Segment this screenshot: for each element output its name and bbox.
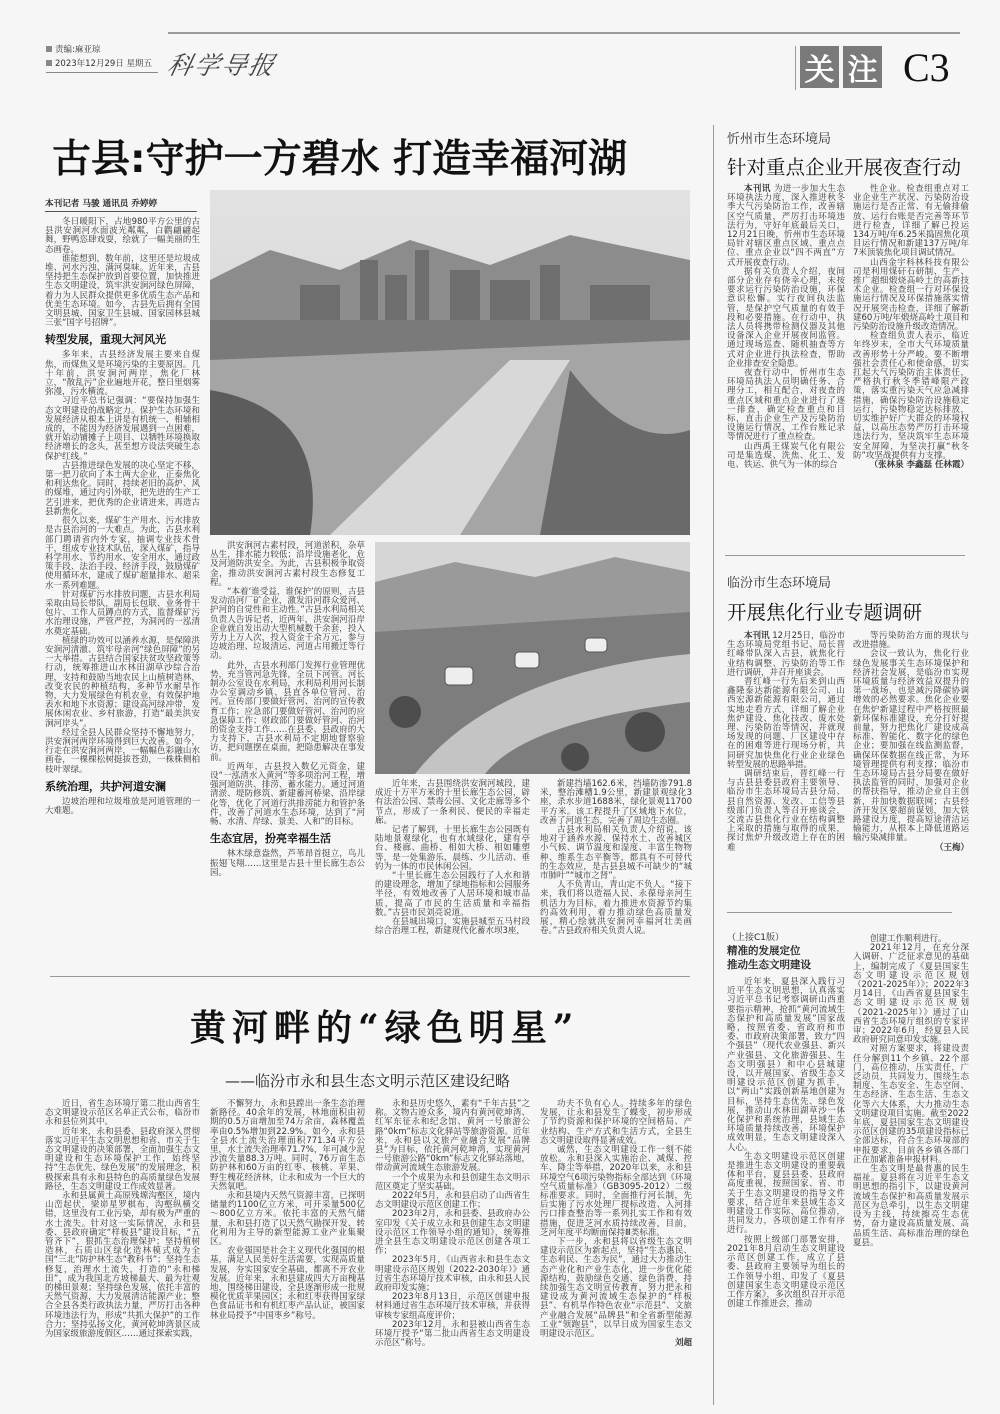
xiaxian-colA xyxy=(727,978,845,1309)
paragraph: 据有关负责人介绍，夜间部分企业存有侥幸心理，未按要求运行污染防治设施，环保意识松懈。实行夜间执法监管，是保护空气质量的有效手段和必要措施。在行动中，执法人员将携带检测仪器及其他设备深入企业开展夜间监管。通过现场巡查、随机抽查等方式对企业进行执法检查，帮助企业排查安全隐患。 xyxy=(727,266,845,369)
square-bullet-icon xyxy=(46,60,52,66)
paragraph: 不懈努力，永和县蹚出一条生态治理新路径。40余年的发展，林地面积由初期的0.5万亩增加至74万余亩，森林覆盖率由0.5%增加到22.9%。如今，永和县全县水土流失治理面积771.34平方公里，水土流失治理率71.7%，年可减少泥沙流失量88.3万吨。同时，76万亩生态防护林和60万亩的红枣、核桃、苹果、野生槐花经济林，让永和成为一个巨大的天然氧吧。 xyxy=(210,1099,365,1192)
paragraph: 一个个成果为永和县创建生态文明示范区奠定了坚实基础。 xyxy=(375,1172,530,1192)
paragraph: 生态文明建设示范区创建是推进生态文明建设的重要载体和平台，夏县县委、县政府高度重视，按照国家、省、市关于生态文明建设的指导文件要求，结合近年来县域生态文明建设工作实际，高位推动，共同发力，各项创建工作有序进行。 xyxy=(727,1151,845,1236)
newspaper-logo: 科学导报 xyxy=(164,51,279,80)
paragraph: 洪安涧河古素村段，河道淤积，杂草丛生，排水能力较低；沿岸设施老化，危及河道防洪安全。为此，古县积极争取资金，推动洪安涧河古素村段生态修复工程。 xyxy=(210,541,365,588)
paragraph: 检查组负责人表示，临近年终岁末，全市大气环境质量改善形势十分严峻。要不断增强社会责任心和使命感，切实扛起大气污染防治主体责任，严格执行秋冬季错峰限产政策，落实重污染天气应急减排措施，确保污染防治设施稳定运行，污染物稳定达标排放，切实维护好广大群众的环境权益，以高压态势严厉打击环境违法行为，坚决筑牢生态环境安全屏障，为坚决打赢“秋冬防”攻坚战提供有力支撑。 xyxy=(853,331,969,461)
paragraph: 晋红峰一行先后来到山西鑫隆泰达新能源有限公司、山西宏源新能源有限公司，通过实地走看方式，详细了解企业焦炉建设、焦化技改、废水处理、污染防治等情况，并就现场发现的问题、厂区建设中存在的困难等进行现场分析，共同研究加快焦化行业企业绿色转型发展的思路举措。 xyxy=(727,677,845,770)
paragraph: 为进一步加大生态环境执法力度，深入推进秋冬季大气污染防治工作，改善辖区空气质量，严厉打击环境违法行为，守好年底最后关口，12月21日晚，忻州市生态环境局针对辖区重点区域、重点点位、重点企业以“四不两直”方式开展夜查行动。 xyxy=(727,184,845,268)
xinzhou-colB xyxy=(853,185,969,470)
paragraph: “本着‘谁受益，谁保护’的原则，古县发动沿河厂矿企业，激发沿河群众爱河、护河的自觉性和主动性。”古县水利局相关负责人告诉记者，近两年，洪安涧河沿岸企业就自发出动大型机械数千余套，投入劳力上万人次，投入资金千余万元，参与边坡治理、垃圾清运、河道占用搬迁等行动。 xyxy=(210,587,365,662)
section-subheading: 系统治理，共护河道安澜 xyxy=(45,779,166,793)
paragraph: 对照方案要求，将建设责任分解到11个乡镇、22个部门，高位推动，压实责任，广泛动员，共同发力，围绕生态制度、生态安全、生态空间、生态经济、生态生活、生态文化等六大体系，大力推动生态文明建设项目实施。截至2022年底，夏县国家生态文明建设示范区创建的35项建设指标已全部达标，符合生态环境部的申报要求，目前各乡镇各部门正在加紧准备申报材料。 xyxy=(853,1044,969,1165)
signature: （王梅） xyxy=(934,842,969,853)
paragraph: 近年来，夏县深入践行习近平生态文明思想，认真落实习近平总书记考察调研山西重要指示精神，抢抓“黄河流域生态保护和高质量发展”国家战略，按照省委、省政府和市委、市政府决策部署，致力“四个强县”（现代农业强县、新兴产业强县、文化旅游强县、生态文明强县）和中心县城建设，以开展国家、省级生态文明建设示范区创建为抓手，以“两山”实践创新基地创建为目标，坚持生态优先、绿色发展，推动山水林田湖草沙一体化保护和系统治理，县域生态环境质量持续改善，环境保护成效明显，生态文明建设深入人心。 xyxy=(727,977,845,1153)
paragraph: 按照上级部门部署安排，2021年8月启动生态文明建设示范区创建工作，成立了县委、县政府主要领导为组长的工作领导小组，印发了《夏县创建国家生态文明建设示范区工作方案》，多次组织召开示范创建工作推进会，推动 xyxy=(727,1234,845,1310)
river-town-photo xyxy=(210,190,690,535)
section-subheading: 转型发展，重现大河风光 xyxy=(45,333,166,347)
paragraph: 新建挡墙162.6米，挡墙防渗791.8米，整治滩槽1.9公里，新建景观绿化3座，杀水步道1688米，绿化景观11700平方米。该工程提升了区域地下水位，改善了河道生态，完善了周边生态圈。 xyxy=(540,779,692,826)
tag-divider xyxy=(795,46,796,90)
section-tag-char: 关 xyxy=(800,46,839,88)
paragraph: “十里长廊生态公园践行了人水和谐的建设理念，增加了绿地指标和公园服务半径，有效地改善了人居环境和城市品质，提高了市民的生活质量和幸福指数。”古县市民刘亮说道。 xyxy=(375,871,530,918)
paragraph: 等污染防治方面的现状与改进措施。 xyxy=(853,631,969,651)
yonghe-headline: 黄河畔的“绿色明星” xyxy=(190,1007,580,1049)
linfen-colA xyxy=(727,632,845,853)
xiaxian-subhead: 精准的发展定位 xyxy=(727,945,801,957)
paragraph: 2023年2月，永和县委、县政府办公室印发《关于成立永和县创建生态文明建设示范区工作领导小组的通知》，统筹推进全县生态文明建设示范区创建各项工作； xyxy=(375,1209,530,1257)
square-bullet-icon xyxy=(46,46,52,52)
linfen-colB xyxy=(853,632,969,853)
paragraph: 此外，古县水利部门发挥行业管理优势，充当管河急先锋，全员下河管。河长制办公室设在水利局，水利局利用河长制办公室调动乡镇、县直各单位管河、治河。宣传部门要做好管河、治河的宣传教育工作；应急部门要做好管河、治河的应急保障工作；财政部门要做好管河、治河的资金支持工作……在县委、县政府的大力支持下，古县水利局不定期地督察验访，把问题摆在桌面，把隐患解决在事发前。 xyxy=(210,660,365,763)
main-headline: 古县:守护一方碧水 打造幸福河湖 xyxy=(52,137,628,182)
main-article-col2 xyxy=(210,542,365,878)
main-article-col4 xyxy=(540,780,692,936)
section-subheading: 生态宜居，扮亮幸福生活 xyxy=(210,832,331,846)
yonghe-subtitle: ——临汾市永和县生态文明示范区建设纪略 xyxy=(225,1072,511,1090)
paragraph: 生态文明是最普惠的民生福祉。夏县将在习近平生态文明思想的指引下，以建设黄河流域生态保护和高质量发展示范区为总牵引，以生态文明建设为主线，持续擦亮生态优势，奋力建设高质量发展、高品质生活、高标准治理的绿色夏县。 xyxy=(853,1164,969,1248)
paragraph: 创建工作顺利进行。 xyxy=(870,934,947,944)
paragraph: 2021年12月，在充分深入调研、广泛征求意见的基础上，编制完成了《夏县国家生态文明建设示范区规划（2021-2025年）》；2022年3月14日，《山西省夏县国家生态文明建设示范区规划（2021-2025年）》通过了山西省生态环境厅组织的专家评审；2022年6月，经夏县人民政府研究同意印发实施。 xyxy=(853,943,969,1046)
column-divider xyxy=(713,125,714,1405)
paragraph: 功夫不负有心人。持续多年的绿色发展，让永和县发生了蝶变，初步形成了节约资源和保护环境的空间格局、产业结构、生产方式和生活方式，全县生态文明建设取得显著成效。 xyxy=(540,1099,692,1146)
paragraph: 近日，省生态环境厅第二批山西省生态文明建设示范区名单正式公布，临汾市永和县位列其中。 xyxy=(45,1099,200,1128)
byline xyxy=(45,197,197,212)
main-article-col3 xyxy=(375,780,530,936)
paragraph: 多年来，古县经济发展主要来自煤焦，而煤焦又是环境污染的主要原因。几十年前，洪安涧河两岸，焦化厂林立，“散乱污”企业遍地开花，整日里烟雾弥漫，污水横流。 xyxy=(45,350,200,398)
paragraph: 植绿的功效可以涵养水源，是保障洪安涧河清澈、筑牢母亲河“绿色屏障”的另一大举措。古县结合国家扶贫攻坚政策等行动，统筹推进山水林田湖草沙综合治理，支持和鼓励当地农民上山植树造林，改变农民的种植结构，多种节水耐旱作物，大力发展绿色有机农业，有效保护地表水和地下水资源；建设高河绿冲带，发展休闲农业、乡村旅游，打造“最美洪安涧河岸头”。 xyxy=(45,635,200,729)
paragraph: 农业强国是社会主义现代化强国的根基，满足人民美好生活需要，实现高质量发展，夯实国家安全基础，都离不开农业发展。近年来，永和县建成四大万亩槐基地，围绕梯田建设，全县逐渐形成一批规模化优质苹果园区；永和红枣获得国家绿色食品证书和有机红枣产品认证，被国家林业局授予“中国枣乡”称号。 xyxy=(210,1246,365,1321)
paragraph: 12月25日，临汾市生态环境局党组书记、局长晋红峰带队深入古县，就焦化行业结构调整、污染防治等工作进行调研，并召开座谈会。 xyxy=(727,631,845,678)
xinzhou-kicker: 忻州市生态环境局 xyxy=(727,132,832,147)
paragraph: 调研结束后，晋红峰一行与古县县委县政府主要领导、临汾市生态环境局古县分局、县自然资源、发改、工信等县级部门负责人等召开座谈会，交流古县焦化行业在结构调整上采取的措施与取得的成果，探讨焦炉升级改造上存在的困难 xyxy=(727,769,845,853)
paragraph: 近年来，古县围绕洪安涧河城段，建成近十万平方米的十里长廊生态公园，辟有法治公园、禁毒公园、文化走廊等多个节点，形成了一条利民、便民的幸福走廊。 xyxy=(375,779,530,826)
paragraph: 山西金宇科林科技有限公司是利用煤矸石研制、生产、推广超细煅烧高岭土的高新技术企业。检查组一行对环保设施运行情况及环保措施落实情况开展突击检查，详细了解新建60万吨/年煅烧高岭土项目和污染防治设施升级改造情况。 xyxy=(853,257,969,333)
paragraph: 边坡治理和垃圾堆放是河道管理的一大难题。 xyxy=(45,796,200,816)
paragraph: 习近平总书记强调：“要保持加强生态文明建设的战略定力。保护生态环境和发展经济从根本上讲是有机统一、相辅相成的，不能因为经济发展遇到一点困难，就开始动铺摊子上项目、以牺牲环境换取经济增长的念头，甚至想方设法突破生态保护红线。” xyxy=(45,396,200,462)
xinzhou-colA-rest xyxy=(727,268,845,470)
xiaxian-heading xyxy=(727,932,847,973)
eco-park-photo xyxy=(375,542,690,774)
paragraph: 永和县属黄土高原残塬沟壑区，境内山峦起伏，梁峁星罗棋布，沟壑纵横交错，这里没有工业污染，却有极为严重的水土流失。针对这一实际情况，永和县委、县政府确定“样板县”建设目标，“五管齐下”，狠抓生态治理保护；坚持植树造林，石质山区绿化造林模式成为全国“三北”防护林生态“教科书”；坚持生态修复，治理水土流失，打造的“永和梯田”，成为我国北方坡梯最大、最为壮观的梯田景观；坚持绿色发展，依托丰富的天然气资源，大力发展清洁能源产业；整合全县各类行政执法力量，严厉打击各种环境违法行为，形成“共抓大保护”的工作合力；坚持弘扬文化，黄河乾坤湾景区成为国家级旅游度假区……通过探索实践， xyxy=(45,1191,200,1340)
meta-underline xyxy=(46,72,158,73)
yonghe-col3 xyxy=(375,1100,530,1348)
section-tag-char: 注 xyxy=(843,46,882,88)
paragraph: 永和县历史悠久，素有“千年古县”之称。文物古迹众多，境内有黄河乾坤湾、红军东征永和纪念馆、黄河一号旅游公路“0km”标志文化驿站等旅游资源。近年来，永和县以文旅产业融合发展“品牌县”为目标，依托黄河乾坤湾，实现黄河一号旅游公路“0km”标志文化驿站落地，带动黄河流域生态旅游发展。 xyxy=(375,1099,530,1174)
paragraph: 冬日暖阳下，占地980平方公里的古县洪安涧河水面波光粼粼，白鹳翩翩起舞，野鸭恣肆戏耍，绘就了一幅美丽的生态画卷。 xyxy=(45,217,200,255)
paragraph: 古县水利局相关负责人介绍说，该地对于涵养水源、保持水土、改善城区小气候、调节温度和湿度、丰富生物物种、维系生态平衡等，都具有不可替代的生态效应，是古县县城不可缺少的“城市肺叶”“城市之肾”。 xyxy=(540,825,692,882)
paragraph: 针对煤矿污水排放问题，古县水利局采取由局长带队，副局长包联、业务骨干包片、工作人员蹲点的方式，监督煤矿污水治理设施，严管严控，为洞河的一泓清水奠定基础。 xyxy=(45,589,200,637)
main-article-col1 xyxy=(45,218,200,816)
lead-label: 本刊讯 xyxy=(744,631,770,641)
paragraph: 会议一致认为，焦化行业绿色发展事关生态环境保护和经济社会发展，是临汾市实现环境质量与经济效益双提升的第一战场，也是减污降碳协调增效的必然要求。焦化企业要在焦炉新建过程中严格按照最新环保标准建设，充分打好提前量，努力把焦化厂建设成高标准、智能化、数字化的绿色企业；要加强在线监测监督，确保环保数据在线正常，为环境管理提供有利支撑；临汾市生态环境局古县分局要在做好执法监管的同时，加强对企业的帮扶指导，推动企业自主创新，并加快数据联网；古县经济开发区要超前谋划，加大铁路建设力度，提高短途清洁运输能力，从根本上降低道路运输污染减排量。 xyxy=(853,649,969,844)
paragraph: 谁能想到，数年前，这里还是垃圾成堆、河水污浊、满河臭味。近年来，古县坚持把生态保护放到首要位置，加快推进生态文明建设，筑牢洪安涧河绿色屏障，着力为人民群众提供更多优质生态产品和优美生态环境。如今，古县先后拥有全国文明县城、国家卫生县城、国家园林县城三张“国字号招牌”。 xyxy=(45,253,200,329)
linfen-colA-rest xyxy=(727,678,845,853)
paragraph: 经过全县人民群众坚持不懈地努力，洪安涧河两岸环境得到巨大改善。如今，行走在洪安涧河两岸，一幅幅色彩融山水画卷，一棵棵松树挺拔苍劲，一株株侧柏枝叶翠绿。 xyxy=(45,727,200,775)
top-rule xyxy=(168,32,960,34)
xiaxian-colB xyxy=(853,935,969,1248)
paragraph: 林木绿意盎然，芦苇昂首挺立，鸟儿振翅飞翔……这里是古县十里长廊生态公园。 xyxy=(210,849,365,878)
masthead-meta xyxy=(46,43,152,71)
paragraph: 古县推进绿色发展的决心坚定不移，第一把刀砍向了本土两大企业，正泰焦化和利达焦化。同时，持续老旧的高炉、风的煤堆，通过内引外联，把先进的生产工艺引进来，把优秀的企业请进来，再造古县新焦化。 xyxy=(45,460,200,517)
paragraph: 2023年8月13日，示范区创建申报材料通过省生态环境厅技术审核，并获得审核专家组高度评价； xyxy=(375,1292,530,1321)
continued-from: （上接C1版） xyxy=(727,933,785,943)
paragraph: 性企业。检查组重点对工业企业生产状况、污染防治设施运行是否正常、有无偷排偷放、运行台账是否完善等环节进行检查，详细了解已投运134万吨/年6.25米捣固焦化项目运行情况和新建137万吨/年7米顶装焦化项目调试情况。 xyxy=(853,184,969,259)
paragraph: 近年来，永和县委、县政府深入贯彻落实习近平生态文明思想和省、市关于生态文明建设的决策部署，全面加强生态文明建设和生态环境保护工作，始终坚持“生态优先、绿色发展”的发展理念，积极探索具有永和县特色的高质量绿色发展路径，生态文明建设工作成效显著。 xyxy=(45,1126,200,1192)
section-rule xyxy=(725,555,965,556)
paragraph: 2023年5月，《山西省永和县生态文明建设示范区规划（2022-2030年）》通过省生态环境厅技术审核，由永和县人民政府印发实施； xyxy=(375,1255,530,1294)
paragraph: 永和县境内天然气资源丰富，已探明储量约1100亿立方米，可开采量500亿～800亿立方米。依托丰富的天然气储量，永和县打造了以天然气勘探开发、转化利用为主导的新型能源工业产业集聚区。 xyxy=(210,1191,365,1248)
byline-text: 本刊记者 马骏 通讯员 乔婷婷 xyxy=(45,199,158,209)
paragraph: 山西禹王煤炭气化有限公司是集选煤、洗焦、化工、发电、铁运、供气为一体的综合 xyxy=(727,441,845,471)
section-rule xyxy=(50,976,690,977)
paragraph: 很久以来，煤矿生产用水、污水排放是古县治河的一大难点。为此，古县水利部门聘请省内外专家，抽调专业技术骨干，组成专业技术队伍，深入煤矿，指导科学用水、节约用水、安全用水，通过政策手段、法治手段、经济手段，鼓励煤矿使用循环水，建成了煤矿超量排水、超采水一系列难题。 xyxy=(45,516,200,591)
issue-date: 2023年12月29日 星期五 xyxy=(55,59,152,69)
yonghe-col4 xyxy=(540,1100,692,1348)
section-rule xyxy=(727,912,952,913)
paragraph: 夜查行动中，忻州市生态环境局执法人员明确任务、合理分工，相互配合，对夜查的重点区域和重点企业进行了逐一排查，确定检查重点和目标，直击企业生产及污染防治设施运行情况、工作台账记录等情况进行了重点检查。 xyxy=(727,368,845,443)
paragraph: 诚然，生态文明建设工作一刻不能放松。永和县深入实施治企、减煤、控车、降尘等举措，2020年以来，永和县环境空气6项污染物指标全部达到《环境空气质量标准》（GB3095-2012）二级标准要求。同时，全面推行河长制，先后实施了污水处理厂提标改造、入河排污口排查整治等一系列扎实工作和有效措施，促进芝河水质持续改善，目前，芝河年度平均断面保持Ⅲ类标准。 xyxy=(540,1145,692,1238)
linfen-kicker: 临汾市生态环境局 xyxy=(727,576,832,591)
linfen-colB-paragraphs xyxy=(853,632,969,844)
xinzhou-headline: 针对重点企业开展夜查行动 xyxy=(727,156,962,179)
yonghe-col1 xyxy=(45,1100,200,1339)
paragraph: 下一步，永和县将以省级生态文明建设示范区为新起点，坚持“生态惠民、生态利民、生态为民”，通过大力推动生态产业化和产业生态化，进一步优化能源结构，鼓励绿色交通、绿色消费，持续加强生态文明宣传教育，努力把永和建设成为黄河流域生态保护的“样板县”、有机旱作特色农业“示范县”、文旅产业融合发展“品牌县”和全省新型能源工业“领跑县”，以早日成为国家生态文明建设示范区。 xyxy=(540,1237,692,1340)
page-number: C3 xyxy=(903,45,950,90)
paragraph: 人不负青山，青山定不负人。“接下来，我们将以造福人民、永葆母亲河生机活力为目标，着力推进水资源节约集约高效利用，着力推动绿色高质量发展，精心绘就洪安涧河幸福河壮美画卷。”古县政府相关负责人说。 xyxy=(540,880,692,937)
paragraph: 在县城出境口，实施县城至五马村段综合治理工程，新建现代化蓄水坝3座， xyxy=(375,917,530,937)
linfen-headline: 开展焦化行业专题调研 xyxy=(727,601,923,624)
paragraph: 记者了解到，十里长廊生态公园既有陆地景观绿化，也有水域绿化，建有亭台、楼廊、曲桥、相如大桥、相如雕塑等，是一处集游乐、晨练、少儿活动、垂钓为一体的市民休闲公园。 xyxy=(375,825,530,872)
signature: （张林泉 李鑫磊 任林霞） xyxy=(869,460,969,471)
xinzhou-colB-paragraphs xyxy=(853,185,969,461)
author: 刘超 xyxy=(674,1338,692,1349)
paragraph: 2022年5月，永和县启动了山西省生态文明建设示范区创建工作； xyxy=(375,1191,530,1211)
paragraph: 2023年12月，永和县被山西省生态环境厅授予“第二批山西省生态文明建设示范区”称号。 xyxy=(375,1319,530,1349)
lead-label: 本刊讯 xyxy=(744,184,771,194)
paragraph: 近两年，古县投入数亿元资金，建设“一泓清水入黄河”等多项治河工程，增强河道防洪、排涝、蓄水能力。通过河道清淤、堤防修筑、新建蓄河桥梁、沿岸绿化等，优化了河道行洪排涝能力和管护条件，改善了河道水生态环境，达到了“河畅、水清、岸绿、景美、人和”的目标。 xyxy=(210,761,365,828)
yonghe-col4-paragraphs xyxy=(540,1100,692,1339)
yonghe-col2 xyxy=(210,1100,365,1321)
xiaxian-subhead: 推动生态文明建设 xyxy=(727,959,811,971)
editor-name: 责编:麻亚琼 xyxy=(55,45,101,55)
xinzhou-colA xyxy=(727,185,845,470)
